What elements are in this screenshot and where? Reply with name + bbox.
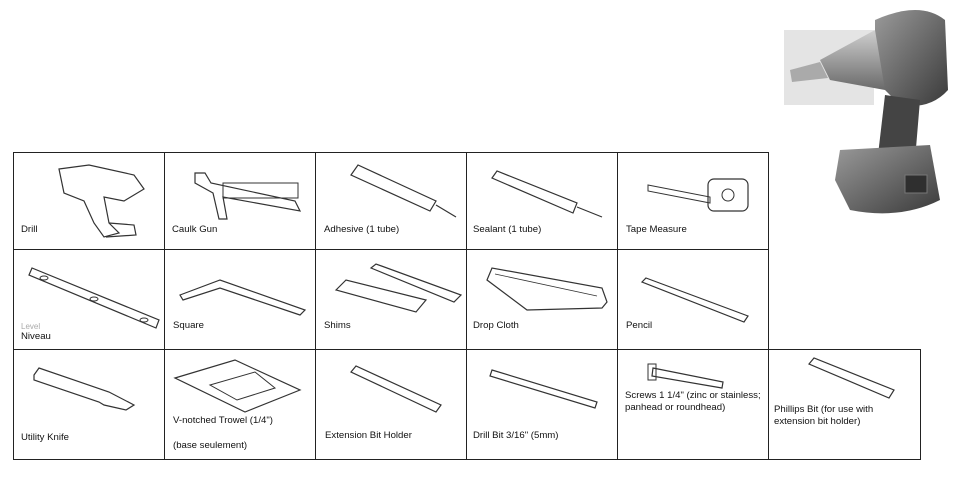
tool-label: V-notched Trowel (1/4") xyxy=(173,415,273,426)
tool-cell-drill xyxy=(13,152,165,250)
square-icon xyxy=(165,250,317,351)
cordless-drill-icon xyxy=(14,153,166,251)
tool-sublabel: (base seulement) xyxy=(173,440,248,451)
tool-label: Phillips Bit (for use with extension bit holder) xyxy=(774,404,874,427)
tool-cell-utility-knife xyxy=(13,349,165,460)
tool-label: Adhesive (1 tube) xyxy=(324,224,400,235)
extension-bit-holder-icon xyxy=(316,350,468,461)
tool-label: Drill Bit 3/16" (5mm) xyxy=(473,430,559,441)
tool-label: Caulk Gun xyxy=(172,224,218,235)
tool-label: Square xyxy=(173,320,204,331)
tool-cell-adhesive xyxy=(315,152,467,250)
tool-cell-shims xyxy=(315,249,467,350)
tool-cell-sealant xyxy=(466,152,618,250)
shims-icon xyxy=(316,250,468,351)
drop-cloth-icon xyxy=(467,250,619,351)
tool-label: Utility Knife xyxy=(21,432,69,443)
tool-cell-caulk-gun xyxy=(164,152,316,250)
tool-cell-drop-cloth xyxy=(466,249,618,350)
tool-label: Shims xyxy=(324,320,351,331)
tool-cell-screws xyxy=(617,349,769,460)
tool-cell-extension-bit-holder xyxy=(315,349,467,460)
tool-cell-square xyxy=(164,249,316,350)
utility-knife-icon xyxy=(14,350,166,461)
pencil-icon xyxy=(618,250,770,351)
tool-label: Drill xyxy=(21,224,38,235)
caulk-gun-icon xyxy=(165,153,317,251)
tool-cell-level xyxy=(13,249,165,350)
tool-label: Sealant (1 tube) xyxy=(473,224,542,235)
tool-label: Tape Measure xyxy=(626,224,687,235)
tool-cell-drill-bit xyxy=(466,349,618,460)
tool-cell-tape-measure xyxy=(617,152,769,250)
tool-label: Niveau xyxy=(21,331,51,342)
tool-cell-pencil xyxy=(617,249,769,350)
adhesive-tube-icon xyxy=(316,153,468,251)
sealant-tube-icon xyxy=(467,153,619,251)
tool-label: Drop Cloth xyxy=(473,320,519,331)
tape-measure-icon xyxy=(618,153,770,251)
tool-faint-label: Level xyxy=(21,322,41,331)
tool-cell-trowel xyxy=(164,349,316,460)
drill-bit-icon xyxy=(467,350,619,461)
tool-label: Screws 1 1/4" (zinc or stainless; panhead or roundhead) xyxy=(625,390,761,413)
tool-cell-phillips-bit xyxy=(768,349,921,460)
tool-label: Extension Bit Holder xyxy=(325,430,412,441)
tool-label: Pencil xyxy=(626,320,653,331)
